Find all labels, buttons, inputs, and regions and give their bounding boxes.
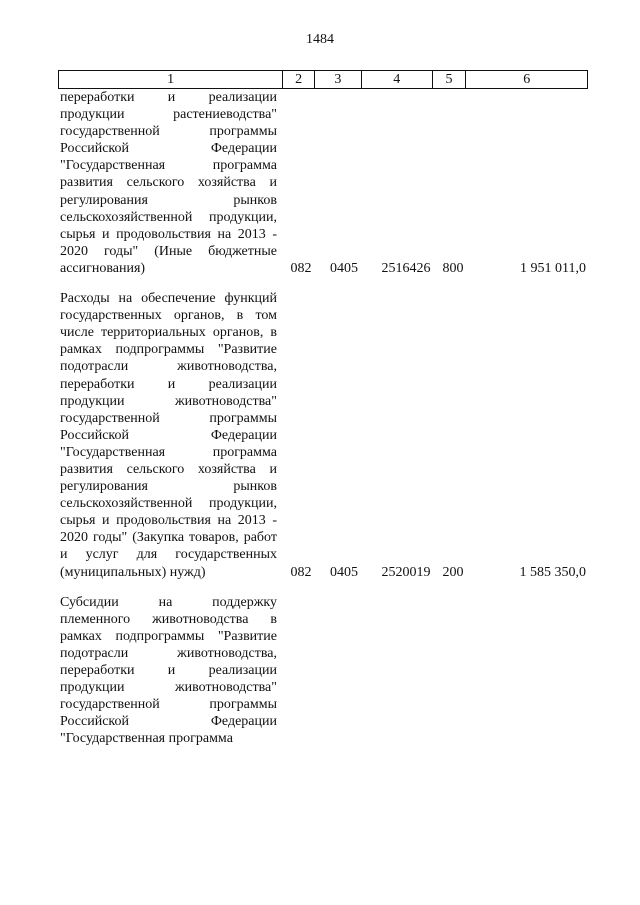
row-expense-type: 800 — [442, 261, 464, 277]
header-col-1: 1 — [167, 72, 175, 87]
header-col-3: 3 — [314, 71, 361, 88]
page-number: 1484 — [306, 32, 334, 47]
row-description: Расходы на обеспечение функций государственных органов, в том числе территориальных органов, в рамках подпрограммы "Развитие подотрасли животноводства, переработки и реализации продукции животноводства" государственной программы Российской Федерации "Государственная программа развития сельского хозяйства и регулирования рынков сельскохозяйственной продукции, сырья и продовольствия на 2013 - 2020 годы" (Закупка товаров, работ и услуг для государственных (муниципальных) нужд) — [60, 291, 277, 580]
row-amount: 1 585 350,0 — [519, 564, 586, 580]
header-col-2: 2 — [282, 71, 314, 88]
table-body — [60, 89, 588, 760]
row-description: Субсидии на поддержку племенного животноводства в рамках подпрограммы "Развитие подотрасли животноводства, переработки и реализации продукции животноводства" государственной программы Российской Федерации "Государственная программа — [60, 594, 277, 747]
row-description: переработки и реализации продукции растениеводства" государственной программы Российской Федерации "Государственная программа развития сельского хозяйства и регулирования рынков сельскохозяйственной продукции, сырья и продовольствия на 2013 - 2020 годы" (Иные бюджетные ассигнования) — [60, 90, 277, 276]
row-admin-code: 082 — [290, 564, 312, 580]
row-target-code: 2520019 — [381, 564, 431, 580]
table-row — [60, 290, 588, 581]
table-header — [58, 70, 588, 89]
row-section-code: 0405 — [330, 564, 358, 580]
header-col-6: 6 — [465, 71, 587, 88]
row-section-code: 0405 — [330, 261, 358, 277]
table-row — [60, 89, 588, 277]
row-admin-code: 082 — [290, 261, 312, 277]
row-expense-type: 200 — [442, 564, 464, 580]
row-target-code: 2516426 — [381, 261, 431, 277]
header-col-4: 4 — [361, 71, 432, 88]
table-row — [60, 594, 588, 748]
header-col-5: 5 — [432, 71, 466, 88]
row-amount: 1 951 011,0 — [520, 261, 586, 277]
